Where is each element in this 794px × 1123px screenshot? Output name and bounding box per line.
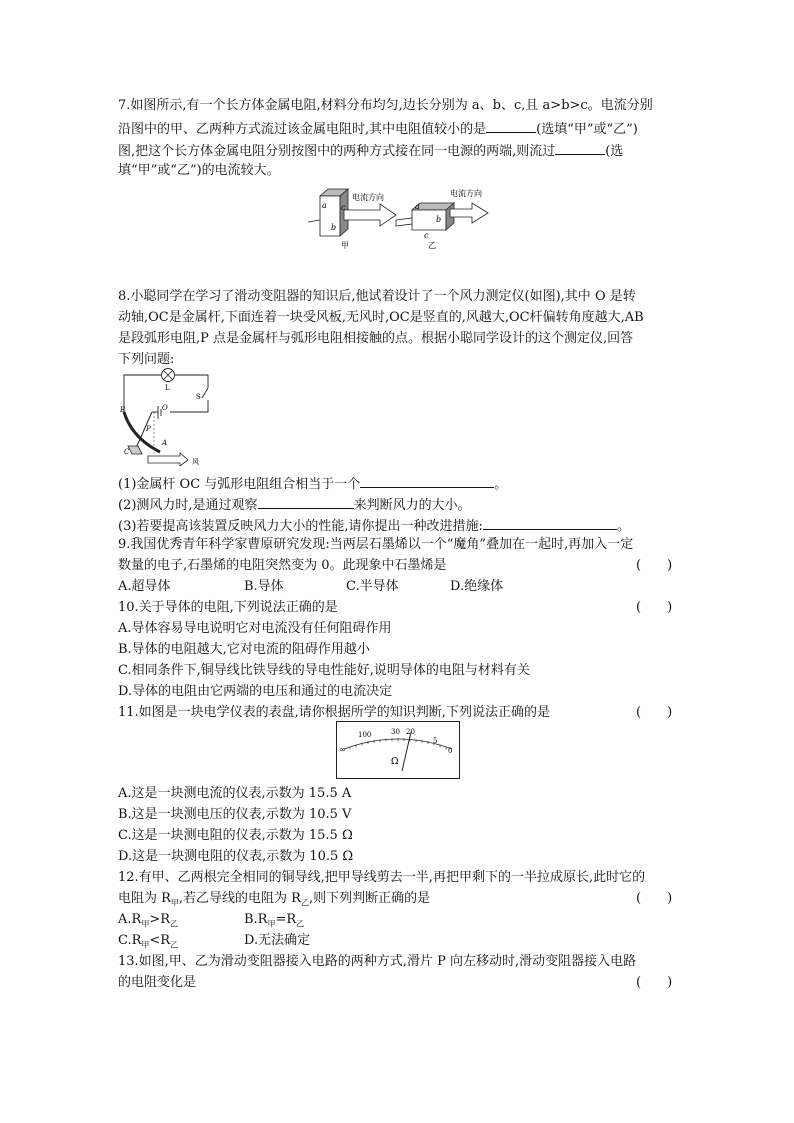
q8-sub1-text: (1)金属杆 OC 与弧形电阻组合相当于一个: [118, 477, 361, 492]
q12-opt-c-op: <R: [149, 933, 171, 948]
q12-line-1: 12.有甲、乙两根完全相同的铜导线,把甲导线剪去一半,再把甲剩下的一半拉成原长,此时它的: [118, 870, 646, 885]
q7-line-2: [118, 118, 638, 136]
q7-line-3-tail: (选: [605, 144, 624, 159]
q8-sub3-text: (3)若要提高该装置反映风力大小的性能,请你提出一种改进措施:: [118, 519, 483, 534]
q11-answer-paren[interactable]: ( ): [636, 705, 673, 720]
q7-figure: [300, 182, 500, 254]
q8-line-2: 动轴,OC是金属杆,下面连着一块受风板,无风时,OC是竖直的,风越大,OC杆偏转角度越大,AB: [118, 310, 644, 325]
q12-text-c: ,则下列判断正确的是: [308, 891, 431, 906]
q12-opt-a-op: >R: [149, 912, 170, 927]
q12-opt-b-sub2: 乙: [296, 919, 305, 929]
q12-opt-c-r: C.R: [118, 933, 142, 948]
q8-sub2: [118, 494, 471, 512]
lamp-label: L: [165, 384, 170, 392]
q8-line-1: 8.小聪同学在学习了滑动变阻器的知识后,他试着设计了一个风力测定仪(如图),其中 O 是转: [118, 289, 636, 304]
q8-line-3: 是段弧形电阻,P 点是金属杆与弧形电阻相接触的点。根据小聪同学设计的这个测定仪,回答: [118, 331, 634, 346]
q9-line-2: 数量的电子,石墨烯的电阻突然变为 0。此现象中石墨烯是: [118, 558, 447, 573]
label-A: A: [162, 439, 168, 447]
q11-option-d[interactable]: D.这是一块测电阻的仪表,示数为 10.5 Ω: [118, 849, 354, 864]
q8-sub2-tail: 来判断风力的大小。: [353, 498, 471, 513]
q12-opt-a-sub1: 甲: [141, 919, 150, 929]
q12-option-c[interactable]: [118, 932, 178, 955]
q9-option-a[interactable]: A.超导体: [118, 579, 171, 594]
label-C: C: [124, 448, 130, 456]
q8-sub1-tail: 。: [494, 477, 508, 492]
wind-arrow-icon: [148, 453, 188, 466]
meter-label-30: 30: [391, 728, 400, 736]
q7-line-3-text: 图,把这个长方体金属电阻分别按图中的两种方式接在同一电源的两端,则流过: [118, 144, 556, 159]
q13-line-2: 的电阻变化是: [118, 975, 197, 990]
q10-option-b[interactable]: B.导体的电阻越大,它对电流的阻碍作用越小: [118, 642, 370, 657]
q8-line-4: 下列问题:: [118, 352, 175, 367]
jia-label: 甲: [341, 241, 349, 250]
q10-answer-paren[interactable]: ( ): [636, 600, 673, 615]
switch-label: S: [196, 393, 201, 401]
q8-blank-2[interactable]: [258, 494, 354, 509]
q12-answer-paren[interactable]: ( ): [636, 891, 673, 906]
meter-label-0: 0: [448, 747, 453, 755]
q9-answer-paren[interactable]: ( ): [636, 558, 673, 573]
yi-c-label: c: [424, 231, 429, 240]
q8-sub2-text: (2)测风力时,是通过观察: [118, 498, 258, 513]
jia-c-label: c: [341, 203, 346, 212]
q7-line-3: [118, 140, 623, 158]
q9-option-d[interactable]: D.绝缘体: [450, 579, 504, 594]
q12-option-a[interactable]: [118, 911, 178, 934]
q8-blank-1[interactable]: [360, 473, 494, 488]
q12-opt-b-r: B.R: [244, 912, 268, 927]
q9-option-b[interactable]: B.导体: [244, 579, 284, 594]
label-P: P: [146, 425, 151, 433]
q11-option-b[interactable]: B.这是一块测电压的仪表,示数为 10.5 V: [118, 807, 352, 822]
q12-opt-c-sub1: 甲: [141, 940, 150, 950]
q12-sub-jia: 甲: [170, 898, 179, 908]
q12-text-b: ,若乙导线的电阻为 R: [178, 891, 301, 906]
q10-stem: 10.关于导体的电阻,下列说法正确的是: [118, 600, 338, 615]
yi-label: 乙: [428, 241, 436, 250]
q8-sub3: [118, 515, 630, 533]
q12-opt-b-sub1: 甲: [267, 919, 276, 929]
yi-current-label: 电流方向: [450, 189, 482, 198]
meter-label-20: 20: [406, 728, 415, 736]
q12-opt-c-sub2: 乙: [170, 940, 179, 950]
q12-option-b[interactable]: [244, 911, 304, 934]
q11-meter-dial: [336, 721, 460, 779]
q10-option-d[interactable]: D.导体的电阻由它两端的电压和通过的电流决定: [118, 684, 393, 699]
wind-label: 风: [192, 458, 199, 466]
wind-plate: [128, 446, 142, 454]
q7-line-1: 7.如图所示,有一个长方体金属电阻,材料分布均匀,边长分别为 a、b、c,且 a>b>c。电流分别: [118, 98, 653, 113]
switch-blade: [202, 388, 208, 398]
q7-blank-1[interactable]: [486, 118, 536, 133]
jia-current-label: 电流方向: [352, 193, 384, 202]
q8-blank-3[interactable]: [483, 515, 617, 530]
yi-a-label: a: [415, 202, 420, 211]
meter-label-100: 100: [358, 731, 372, 739]
label-B: B: [120, 406, 126, 414]
q7-line-2-text: 沿图中的甲、乙两种方式流过该金属电阻时,其中电阻值较小的是: [118, 122, 487, 137]
q7-line-4: 填“甲”或“乙”)的电流较大。: [118, 163, 280, 178]
q7-blank-2[interactable]: [555, 140, 605, 155]
meter-label-inf: ∞: [339, 745, 346, 754]
q13-answer-paren[interactable]: ( ): [636, 975, 673, 990]
q13-line-1: 13.如图,甲、乙为滑动变阻器接入电路的两种方式,滑片 P 向左移动时,滑动变阻器接入电路: [118, 954, 637, 969]
jia-arrow: [344, 204, 396, 226]
meter-label-5: 5: [433, 737, 438, 745]
yi-arrow: [450, 203, 488, 223]
q11-option-a[interactable]: A.这是一块测电流的仪表,示数为 15.5 A: [118, 786, 352, 801]
q12-opt-a-sub2: 乙: [170, 919, 178, 929]
jia-b-label: b: [331, 223, 337, 232]
label-O: O: [162, 404, 168, 412]
q12-sub-yi: 乙: [300, 898, 309, 908]
q12-line-2: [118, 890, 430, 908]
q8-sub3-tail: 。: [616, 519, 630, 534]
q12-text-a: 电阻为 R: [118, 891, 171, 906]
q12-option-d[interactable]: D.无法确定: [244, 933, 311, 948]
q12-opt-a-r: A.R: [118, 912, 142, 927]
meter-unit-ohm: Ω: [391, 757, 399, 767]
q10-option-a[interactable]: A.导体容易导电说明它对电流没有任何阻碍作用: [118, 621, 392, 636]
yi-b-label: b: [436, 215, 442, 224]
q10-option-c[interactable]: C.相同条件下,铜导线比铁导线的导电性能好,说明导体的电阻与材料有关: [118, 663, 530, 678]
q7-line-2-tail: (选填“甲”或“乙”): [536, 122, 638, 137]
q11-stem: 11.如图是一块电学仪表的表盘,请你根据所学的知识判断,下列说法正确的是: [118, 705, 550, 720]
q8-figure: [118, 366, 218, 466]
q9-option-c[interactable]: C.半导体: [346, 579, 399, 594]
q9-line-1: 9.我国优秀青年科学家曹原研究发现:当两层石墨烯以一个“魔角”叠加在一起时,再加入一定: [118, 537, 634, 552]
q8-sub1: [118, 473, 507, 491]
q12-opt-b-op: =R: [275, 912, 297, 927]
q11-option-c[interactable]: C.这是一块测电阻的仪表,示数为 15.5 Ω: [118, 828, 353, 843]
jia-a-label: a: [322, 201, 327, 210]
